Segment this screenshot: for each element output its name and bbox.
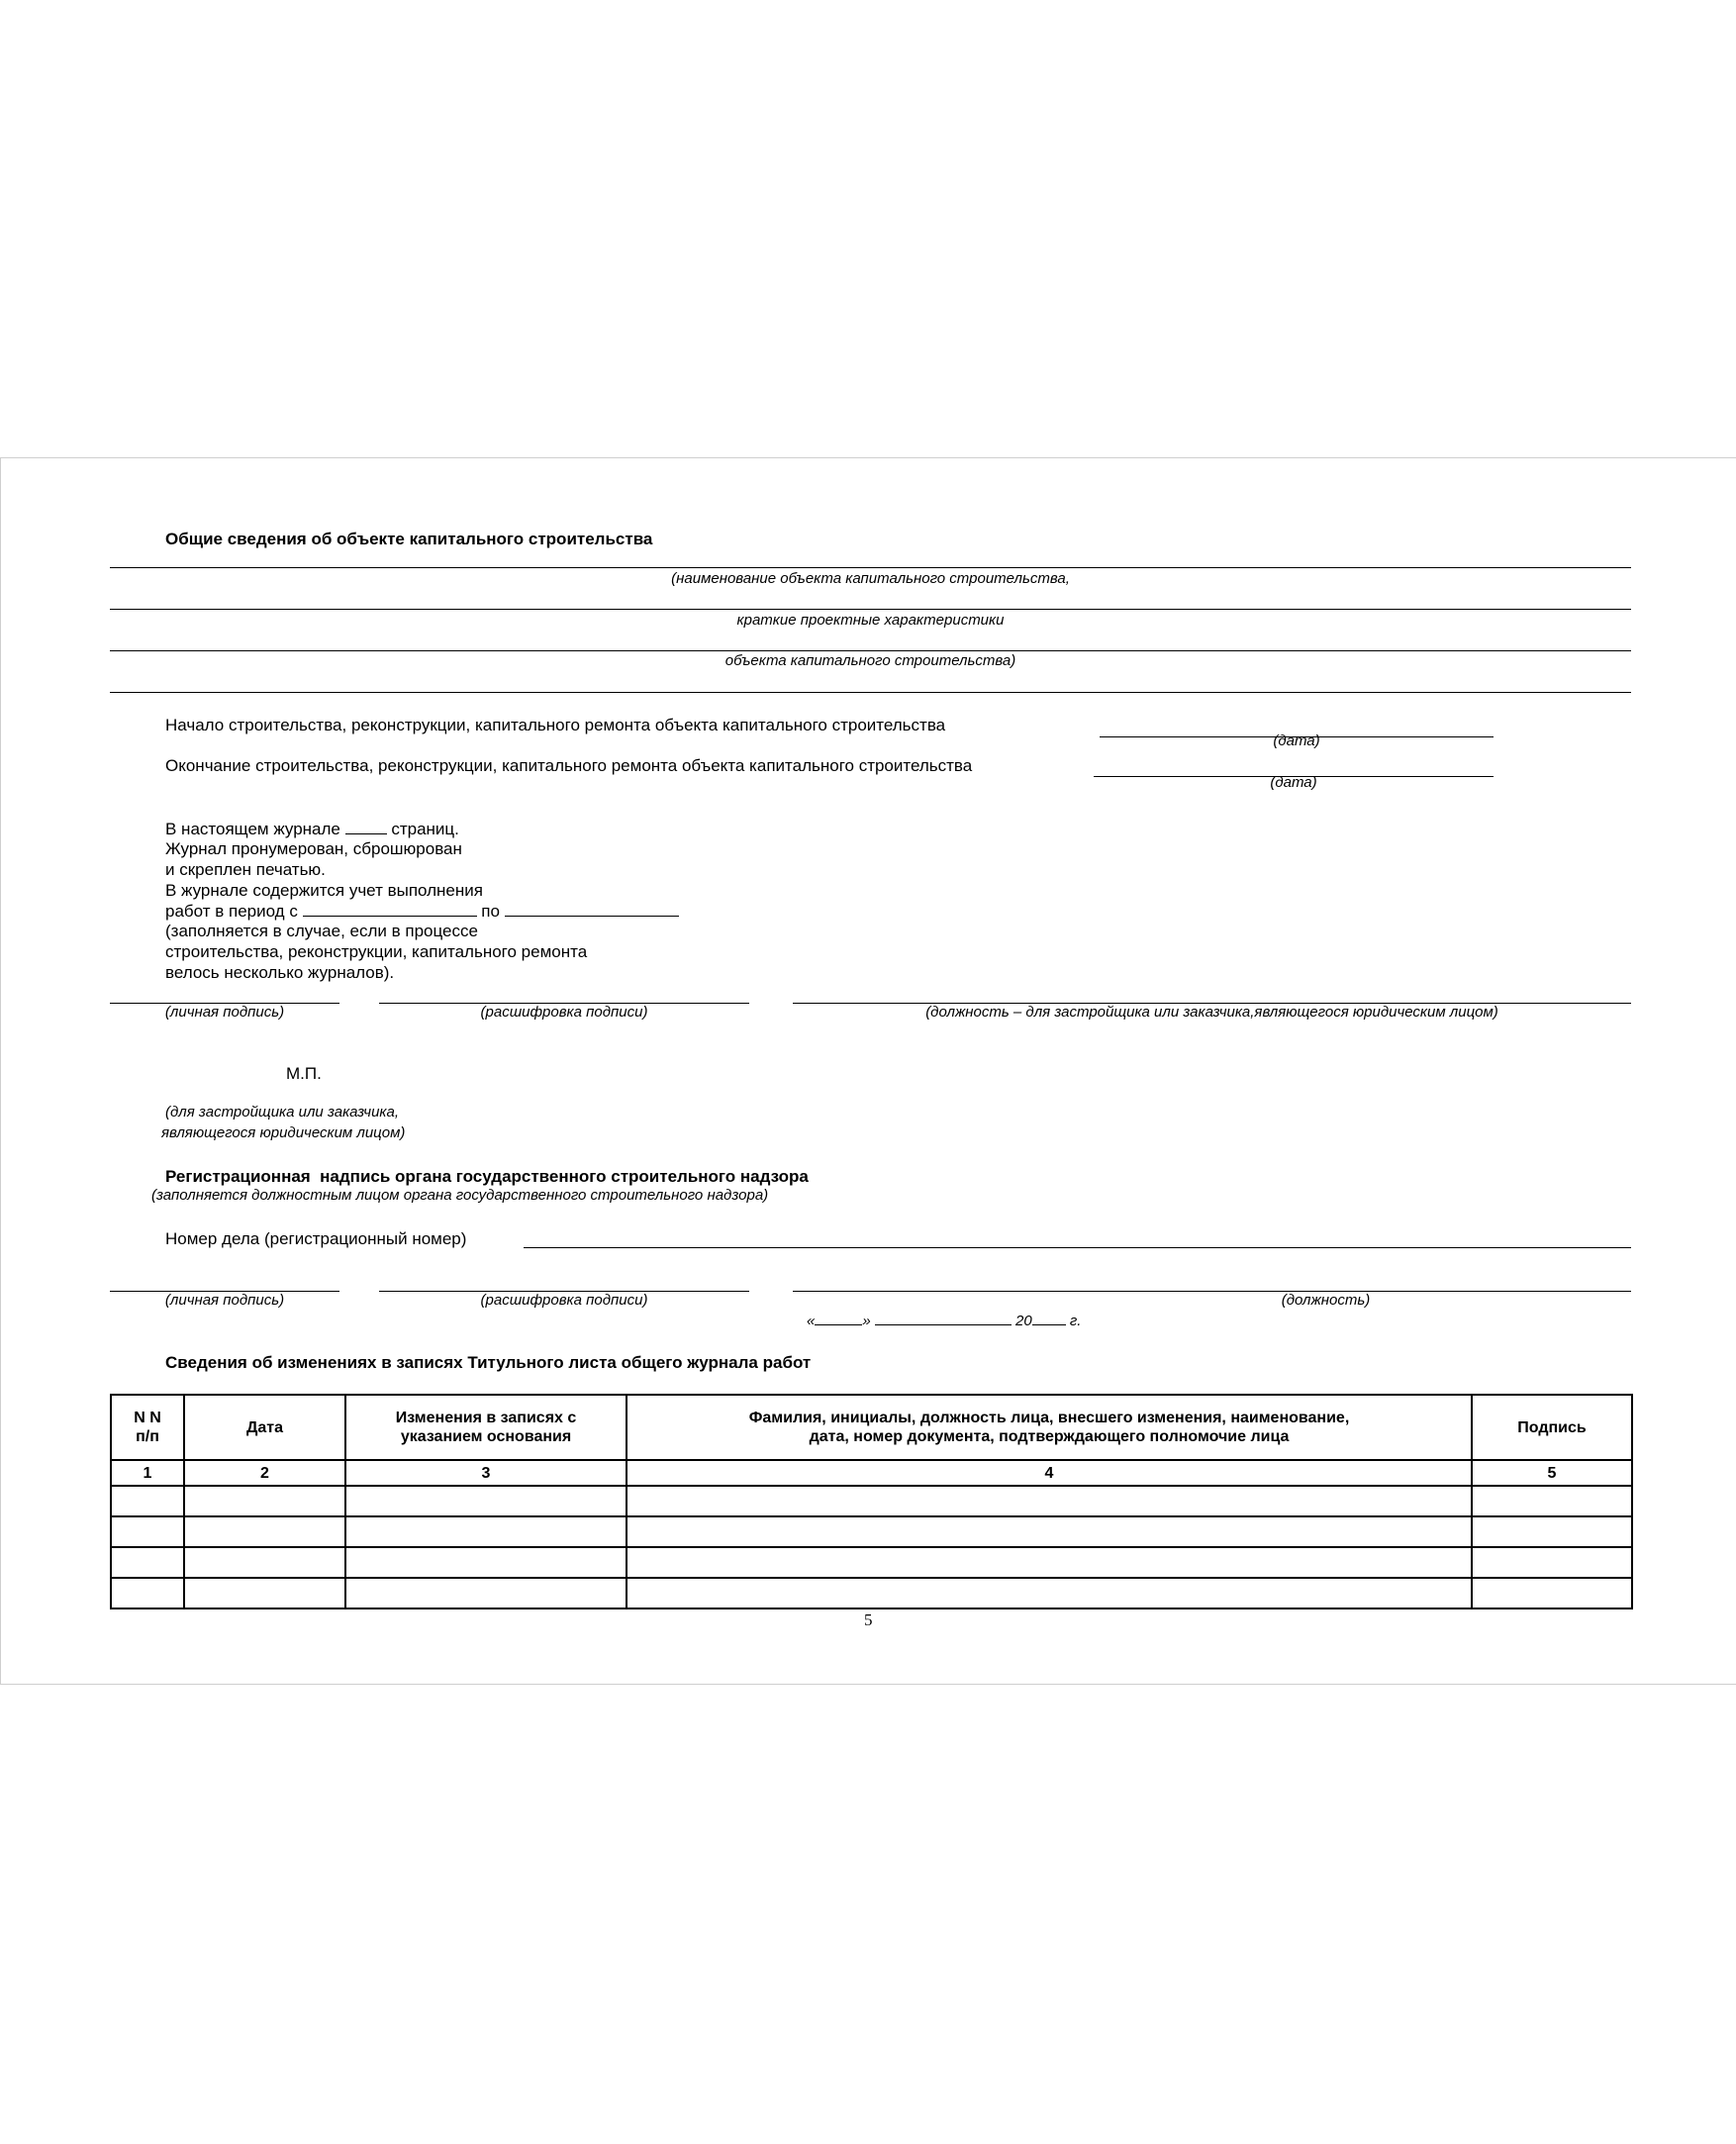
date-year-suffix: г. [1069, 1313, 1082, 1329]
header-date: Дата [184, 1395, 345, 1460]
journal-period-to-blank[interactable] [505, 901, 679, 917]
table-cell[interactable] [111, 1547, 184, 1578]
table-cell[interactable] [184, 1547, 345, 1578]
table-cell[interactable] [184, 1578, 345, 1608]
table-cell[interactable] [1472, 1578, 1632, 1608]
table-cell[interactable] [1472, 1547, 1632, 1578]
date-year-prefix: 20 [1015, 1313, 1032, 1329]
registration-subtitle: (заполняется должностным лицом органа государственного строительного надзора) [151, 1187, 769, 1204]
table-cell[interactable] [627, 1516, 1472, 1547]
date-open-quote: « [807, 1313, 816, 1329]
end-date-caption: (дата) [1270, 774, 1317, 791]
page-number: 5 [864, 1610, 873, 1629]
table-row[interactable] [111, 1547, 1632, 1578]
header-number: N N п/п [111, 1395, 184, 1460]
object-extra-line[interactable] [110, 692, 1631, 693]
header-person: Фамилия, инициалы, должность лица, внесшего изменения, наименование, дата, номер документа, подтверждающего полномочие лица [627, 1395, 1472, 1460]
journal-line-3: и скреплен печатью. [165, 860, 326, 879]
journal-line-2: Журнал пронумерован, сброшюрован [165, 839, 462, 858]
table-cell[interactable] [1472, 1516, 1632, 1547]
changes-number-row [111, 1460, 1632, 1486]
journal-period-from-label: работ в период с [165, 902, 298, 921]
journal-line-6: (заполняется в случае, если в процессе [165, 922, 478, 940]
col-number-3: 3 [345, 1460, 627, 1486]
case-number-label: Номер дела (регистрационный номер) [165, 1229, 467, 1248]
stamp-note-1: (для застройщика или заказчика, [165, 1104, 400, 1121]
journal-period-to-label: по [481, 902, 500, 921]
object-caption-2: краткие проектные характеристики [736, 612, 1005, 629]
case-number-line[interactable] [524, 1247, 1631, 1248]
changes-header-row [111, 1395, 1632, 1460]
table-cell[interactable] [111, 1516, 184, 1547]
table-cell[interactable] [345, 1486, 627, 1516]
col-number-5: 5 [1472, 1460, 1632, 1486]
journal-pages-line [165, 819, 459, 839]
journal-line-8: велось несколько журналов). [165, 963, 395, 982]
table-row[interactable] [111, 1516, 1632, 1547]
table-cell[interactable] [111, 1486, 184, 1516]
start-date-caption: (дата) [1273, 732, 1320, 749]
table-cell[interactable] [184, 1516, 345, 1547]
header-changes: Изменения в записях с указанием основания [345, 1395, 627, 1460]
changes-table [110, 1394, 1633, 1609]
table-cell[interactable] [627, 1486, 1472, 1516]
date-close-quote: » [862, 1313, 871, 1329]
registration-date [807, 1312, 1081, 1329]
table-cell[interactable] [345, 1516, 627, 1547]
general-title: Общие сведения об объекте капитального строительства [165, 530, 653, 548]
stamp-label: М.П. [286, 1064, 322, 1083]
journal-line-7: строительства, реконструкции, капитального ремонта [165, 942, 588, 961]
journal-period-line [165, 901, 679, 922]
position-caption-2: (должность) [1281, 1292, 1371, 1309]
stamp-note-2: являющегося юридическим лицом) [161, 1124, 406, 1141]
table-cell[interactable] [627, 1578, 1472, 1608]
journal-pages-label: В настоящем журнале [165, 820, 340, 838]
signature-decode-caption-2: (расшифровка подписи) [480, 1292, 648, 1309]
position-caption: (должность – для застройщика или заказчика,являющегося юридическим лицом) [925, 1004, 1498, 1021]
form-sheet [0, 457, 1736, 1685]
table-row[interactable] [111, 1486, 1632, 1516]
personal-signature-caption-2: (личная подпись) [164, 1292, 285, 1309]
end-label: Окончание строительства, реконструкции, капитального ремонта объекта капитального строительства [165, 756, 973, 775]
date-year-blank[interactable] [1032, 1312, 1066, 1325]
col-number-4: 4 [627, 1460, 1472, 1486]
start-label: Начало строительства, реконструкции, капитального ремонта объекта капитального строительства [165, 716, 946, 734]
date-day-blank[interactable] [815, 1312, 862, 1325]
table-cell[interactable] [184, 1486, 345, 1516]
table-cell[interactable] [1472, 1486, 1632, 1516]
object-name-line[interactable] [110, 567, 1631, 568]
object-characteristics-line-2[interactable] [110, 650, 1631, 651]
object-characteristics-line[interactable] [110, 609, 1631, 610]
signature-decode-caption: (расшифровка подписи) [480, 1004, 648, 1021]
table-row[interactable] [111, 1578, 1632, 1608]
table-cell[interactable] [345, 1578, 627, 1608]
table-cell[interactable] [111, 1578, 184, 1608]
personal-signature-caption: (личная подпись) [164, 1004, 285, 1021]
col-number-1: 1 [111, 1460, 184, 1486]
changes-title: Сведения об изменениях в записях Титульного листа общего журнала работ [165, 1353, 812, 1372]
col-number-2: 2 [184, 1460, 345, 1486]
journal-pages-suffix: страниц. [391, 820, 459, 838]
object-caption-3: объекта капитального строительства) [724, 652, 1016, 669]
date-month-blank[interactable] [875, 1312, 1012, 1325]
registration-title: Регистрационная надпись органа государственного строительного надзора [165, 1167, 809, 1186]
table-cell[interactable] [627, 1547, 1472, 1578]
header-signature: Подпись [1472, 1395, 1632, 1460]
table-cell[interactable] [345, 1547, 627, 1578]
journal-pages-blank[interactable] [345, 819, 387, 834]
journal-line-4: В журнале содержится учет выполнения [165, 881, 483, 900]
object-caption-1: (наименование объекта капитального строительства, [671, 570, 1070, 587]
journal-period-from-blank[interactable] [303, 901, 477, 917]
